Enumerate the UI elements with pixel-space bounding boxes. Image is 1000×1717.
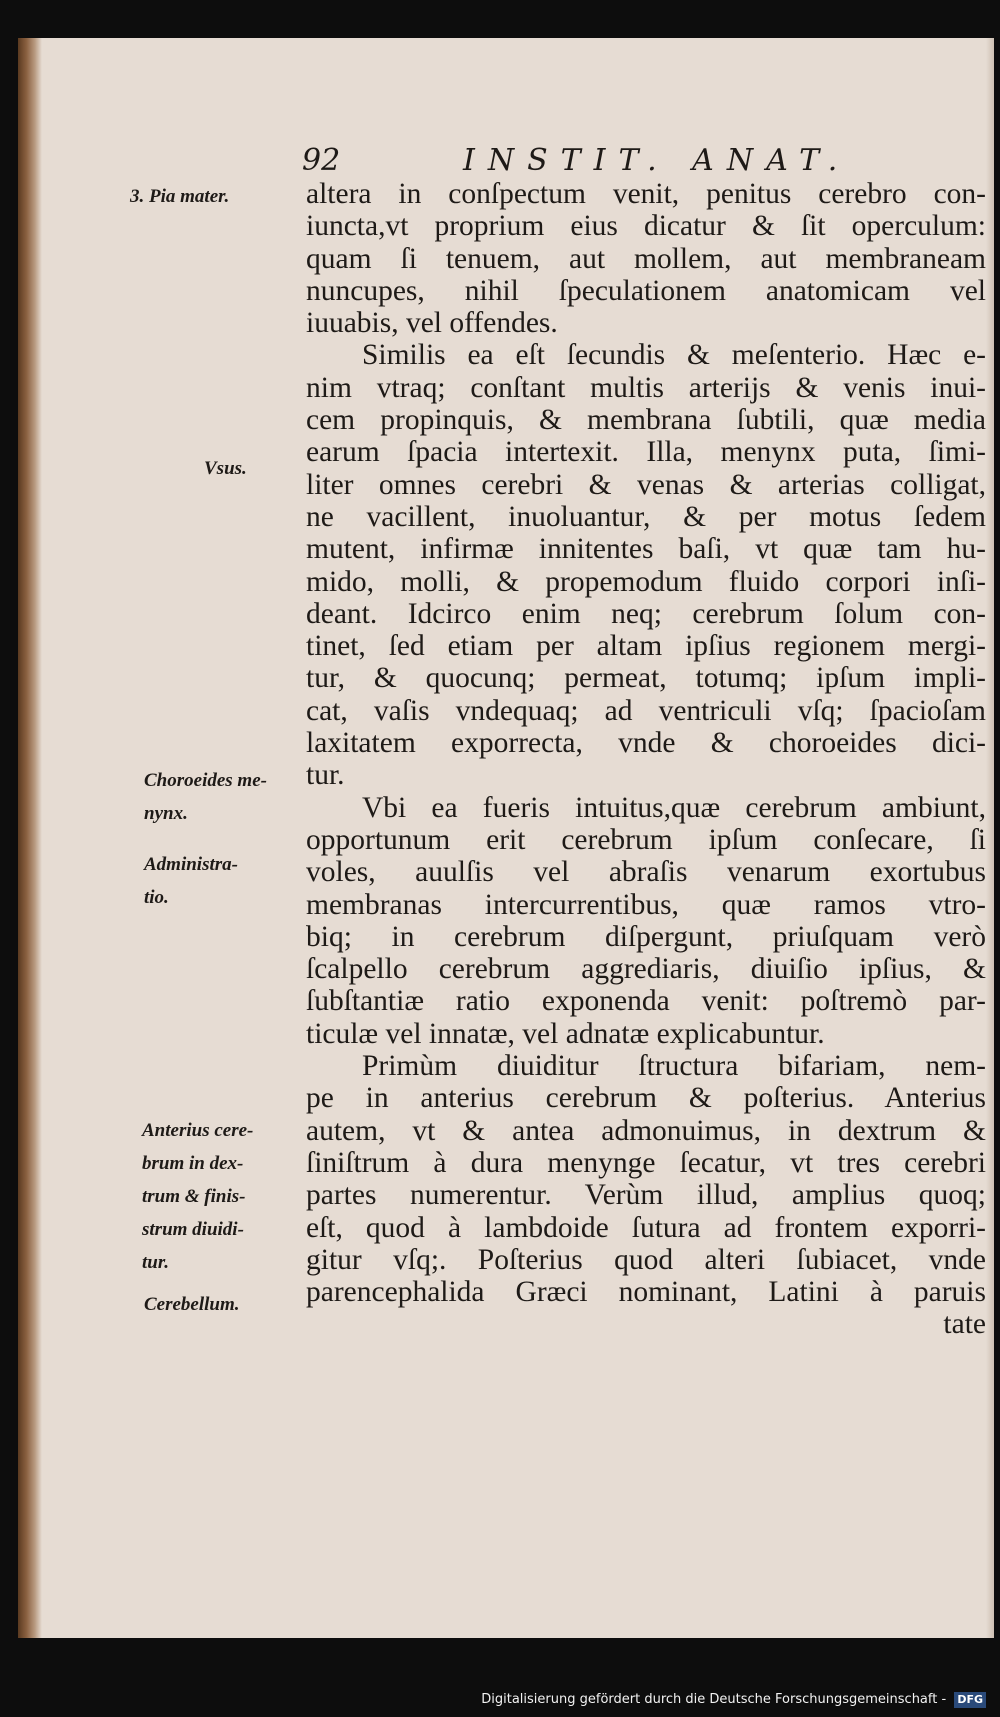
text-line: laxitatem exporrecta, vnde & choroeides dici- — [306, 727, 986, 760]
margin-note-anterius-cerebrum: Anterius cere- brum in dex- trum & finis- strum diuidi- tur. — [142, 1120, 254, 1273]
text-line: ticulæ vel innatæ, vel adnatæ explicabuntur. — [306, 1017, 825, 1050]
margin-note-usus: Vsus. — [204, 458, 247, 479]
text-line: biq; in cerebrum diſpergunt, priuſquam verò — [306, 920, 986, 953]
catchword: tate — [943, 1308, 986, 1341]
text-line: gitur vſq;. Poſterius quod alteri ſubiacet, vnde — [306, 1243, 986, 1276]
running-head — [18, 139, 994, 183]
digitization-credit — [481, 1689, 986, 1711]
text-line: opportunum erit cerebrum ipſum conſecare, ſi — [306, 823, 986, 856]
text-line: parencephalida Græci nominant, Latini à paruis — [306, 1276, 986, 1309]
page-number: 92 — [302, 143, 341, 178]
text-line: Similis ea eſt ſecundis & meſenterio. Hæc e- — [362, 339, 986, 372]
text-line: iuncta,vt proprium eius dicatur & ſit operculum: — [306, 210, 986, 243]
text-line: altera in conſpectum venit, penitus cerebro con- — [306, 178, 986, 210]
text-line: voles, auulſis vel abraſis venarum exortubus — [306, 856, 986, 889]
book-page — [18, 38, 994, 1638]
running-title: INSTIT. ANAT. — [463, 143, 851, 178]
text-line: quam ſi tenuem, aut mollem, aut membraneam — [306, 242, 986, 275]
text-line: liter omnes cerebri & venas & arterias colligat, — [306, 468, 986, 501]
main-text — [306, 178, 986, 1341]
text-line: ſubſtantiæ ratio exponenda venit: poſtremò par- — [306, 985, 986, 1018]
page-binding-edge — [18, 38, 42, 1638]
text-line: earum ſpacia intertexit. Illa, menynx puta, ſimi- — [306, 436, 986, 469]
text-line: eſt, quod à lambdoide ſutura ad frontem exporri- — [306, 1211, 986, 1244]
text-line: cat, vaſis vndequaq; ad ventriculi vſq; ſpacioſam — [306, 694, 986, 727]
text-line: autem, vt & antea admonuimus, in dextrum & — [306, 1114, 986, 1147]
margin-note-choroeides: Choroeides me- nynx. — [144, 770, 267, 824]
margin-note-cerebellum: Cerebellum. — [144, 1294, 240, 1315]
text-line: mido, molli, & propemodum fluido corpori inſi- — [306, 565, 986, 598]
text-line: mutent, infirmæ innitentes baſi, vt quæ tam hu- — [306, 533, 986, 566]
text-line: ne vacillent, inuoluantur, & per motus ſedem — [306, 500, 986, 533]
text-line: nuncupes, nihil ſpeculationem anatomicam vel — [306, 274, 986, 307]
text-line: cem propinquis, & membrana ſubtili, quæ media — [306, 404, 986, 437]
text-line: pe in anterius cerebrum & poſterius. Anterius — [306, 1082, 986, 1115]
margin-note-administratio: Administra- tio. — [144, 854, 238, 908]
text-line: Vbi ea fueris intuitus,quæ cerebrum ambiunt, — [362, 791, 986, 824]
dfg-logo: DFG — [954, 1692, 986, 1708]
text-line: iuuabis, vel offendes. — [306, 307, 558, 340]
text-line: ſcalpello cerebrum aggrediaris, diuiſio ipſius, & — [306, 953, 986, 986]
page-fore-edge — [986, 38, 994, 1638]
text-line: Primùm diuiditur ſtructura bifariam, nem- — [362, 1050, 986, 1083]
margin-note-pia-mater: 3. Pia mater. — [130, 186, 230, 207]
text-line: deant. Idcirco enim neq; cerebrum ſolum con- — [306, 597, 986, 630]
text-line: tinet, ſed etiam per altam ipſius regionem mergi- — [306, 630, 986, 663]
credit-text: Digitalisierung gefördert durch die Deutsche Forschungsgemeinschaft - — [481, 1692, 947, 1707]
text-line: nim vtraq; conſtant multis arterijs & venis inui- — [306, 371, 986, 404]
text-line: tur. — [306, 759, 345, 792]
text-line: membranas intercurrentibus, quæ ramos vtro- — [306, 888, 986, 921]
text-line: partes numerentur. Verùm illud, amplius quoq; — [306, 1179, 986, 1212]
text-line: ſiniſtrum à dura menynge ſecatur, vt tres cerebri — [306, 1146, 986, 1179]
text-line: tur, & quocunq; permeat, totumq; ipſum impli- — [306, 662, 986, 695]
